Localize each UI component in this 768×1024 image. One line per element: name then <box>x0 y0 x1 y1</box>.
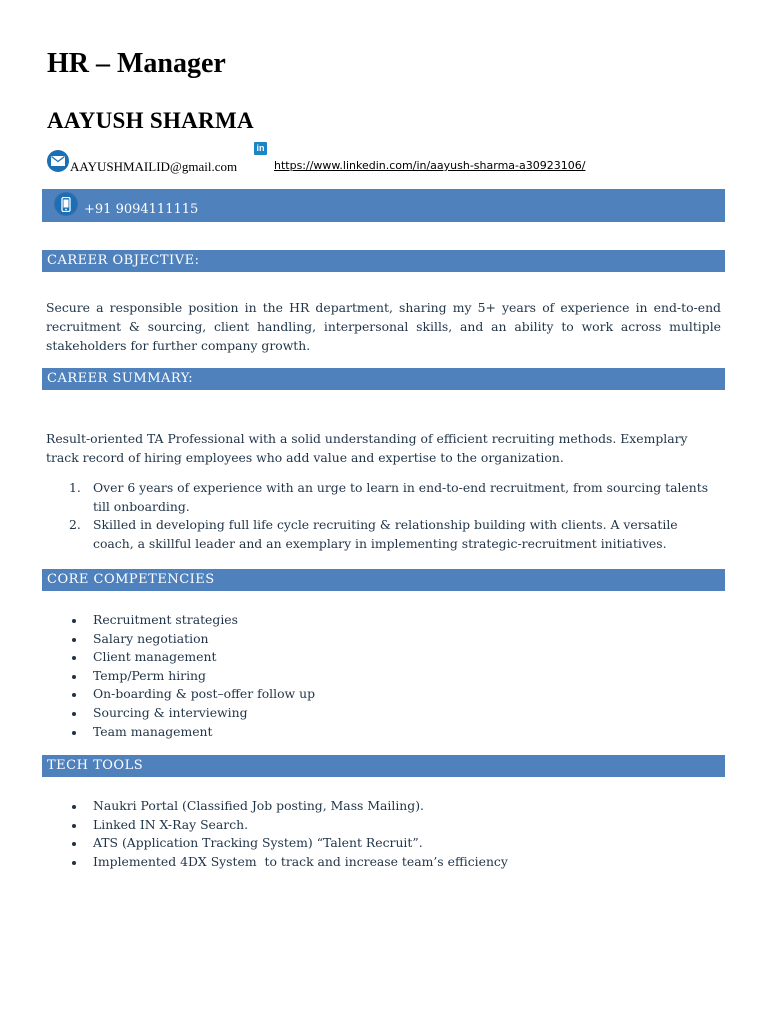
phone-icon <box>55 193 77 215</box>
list-item-text: Salary negotiation <box>93 630 209 646</box>
list-item <box>46 797 721 816</box>
role-title: HR – Manager <box>47 48 226 79</box>
bullet-icon <box>72 805 76 809</box>
phone-number[interactable]: +91 9094111115 <box>84 202 199 217</box>
bullet-icon <box>72 675 76 679</box>
bullet-icon <box>72 861 76 865</box>
tech-tools-heading: TECH TOOLS <box>42 755 725 777</box>
list-item-text: Client management <box>93 649 217 665</box>
list-item <box>46 630 721 649</box>
phone-bar <box>42 189 725 222</box>
mail-icon <box>47 150 69 172</box>
list-item-text: Skilled in developing full life cycle recruiting & relationship building with clients. A versatile coach, a skillful leader and an exemplary in implementing strategic-recruitment initiatives. <box>93 517 678 551</box>
list-item-text: ATS (Application Tracking System) “Talent Recruit”. <box>93 835 423 851</box>
bullet-icon <box>72 619 76 623</box>
list-item-text: Sourcing & interviewing <box>93 704 248 720</box>
list-number: 2. <box>69 517 81 532</box>
list-item-text: Linked IN X-Ray Search. <box>93 816 249 832</box>
bullet-icon <box>72 656 76 660</box>
bullet-icon <box>72 731 76 735</box>
list-item-text: Naukri Portal (Classified Job posting, Mass Mailing). <box>93 798 424 813</box>
list-item-text: Implemented 4DX System to track and increase team’s efficiency <box>93 853 508 869</box>
list-number: 1. <box>69 480 81 495</box>
bullet-icon <box>72 842 76 846</box>
list-item <box>46 479 721 516</box>
contact-row <box>47 143 727 176</box>
tech-tools-list <box>46 797 721 871</box>
linkedin-link[interactable]: https://www.linkedin.com/in/aayush-sharma-a30923106/ <box>274 159 586 172</box>
list-item <box>46 648 721 667</box>
list-item-text: Recruitment strategies <box>93 612 238 627</box>
career-objective-heading: CAREER OBJECTIVE: <box>42 250 725 272</box>
list-item <box>46 723 721 742</box>
email-address[interactable]: AAYUSHMAILID@gmail.com <box>70 159 238 174</box>
career-summary-list <box>46 479 721 553</box>
list-item <box>46 667 721 686</box>
list-item-text: Team management <box>93 723 213 739</box>
list-item <box>46 853 721 872</box>
list-item <box>46 611 721 630</box>
core-competencies-heading: CORE COMPETENCIES <box>42 569 725 591</box>
career-objective-text: Secure a responsible position in the HR department, sharing my 5+ years of experience in end-to-end recruitment & sourcing, client handling, interpersonal skills, and an ability to work across multiple stakeholders for further company growth. <box>46 300 721 353</box>
linkedin-icon[interactable]: in <box>254 142 267 155</box>
list-item <box>46 834 721 853</box>
bullet-icon <box>72 693 76 697</box>
list-item <box>46 816 721 835</box>
list-item-text: Over 6 years of experience with an urge to learn in end-to-end recruitment, from sourcing talents till onboarding. <box>93 480 709 514</box>
list-item <box>46 516 721 553</box>
bullet-icon <box>72 638 76 642</box>
list-item <box>46 685 721 704</box>
bullet-icon <box>72 712 76 716</box>
list-item-text: On-boarding & post–offer follow up <box>93 686 316 702</box>
candidate-name: AAYUSH SHARMA <box>47 108 254 133</box>
career-summary-intro: Result-oriented TA Professional with a solid understanding of efficient recruiting methods. Exemplary track record of hiring employees who add value and expertise to the organization. <box>46 431 688 465</box>
list-item-text: Temp/Perm hiring <box>93 667 206 683</box>
career-summary-heading: CAREER SUMMARY: <box>42 368 725 390</box>
bullet-icon <box>72 824 76 828</box>
core-competencies-list <box>46 611 721 741</box>
list-item <box>46 704 721 723</box>
